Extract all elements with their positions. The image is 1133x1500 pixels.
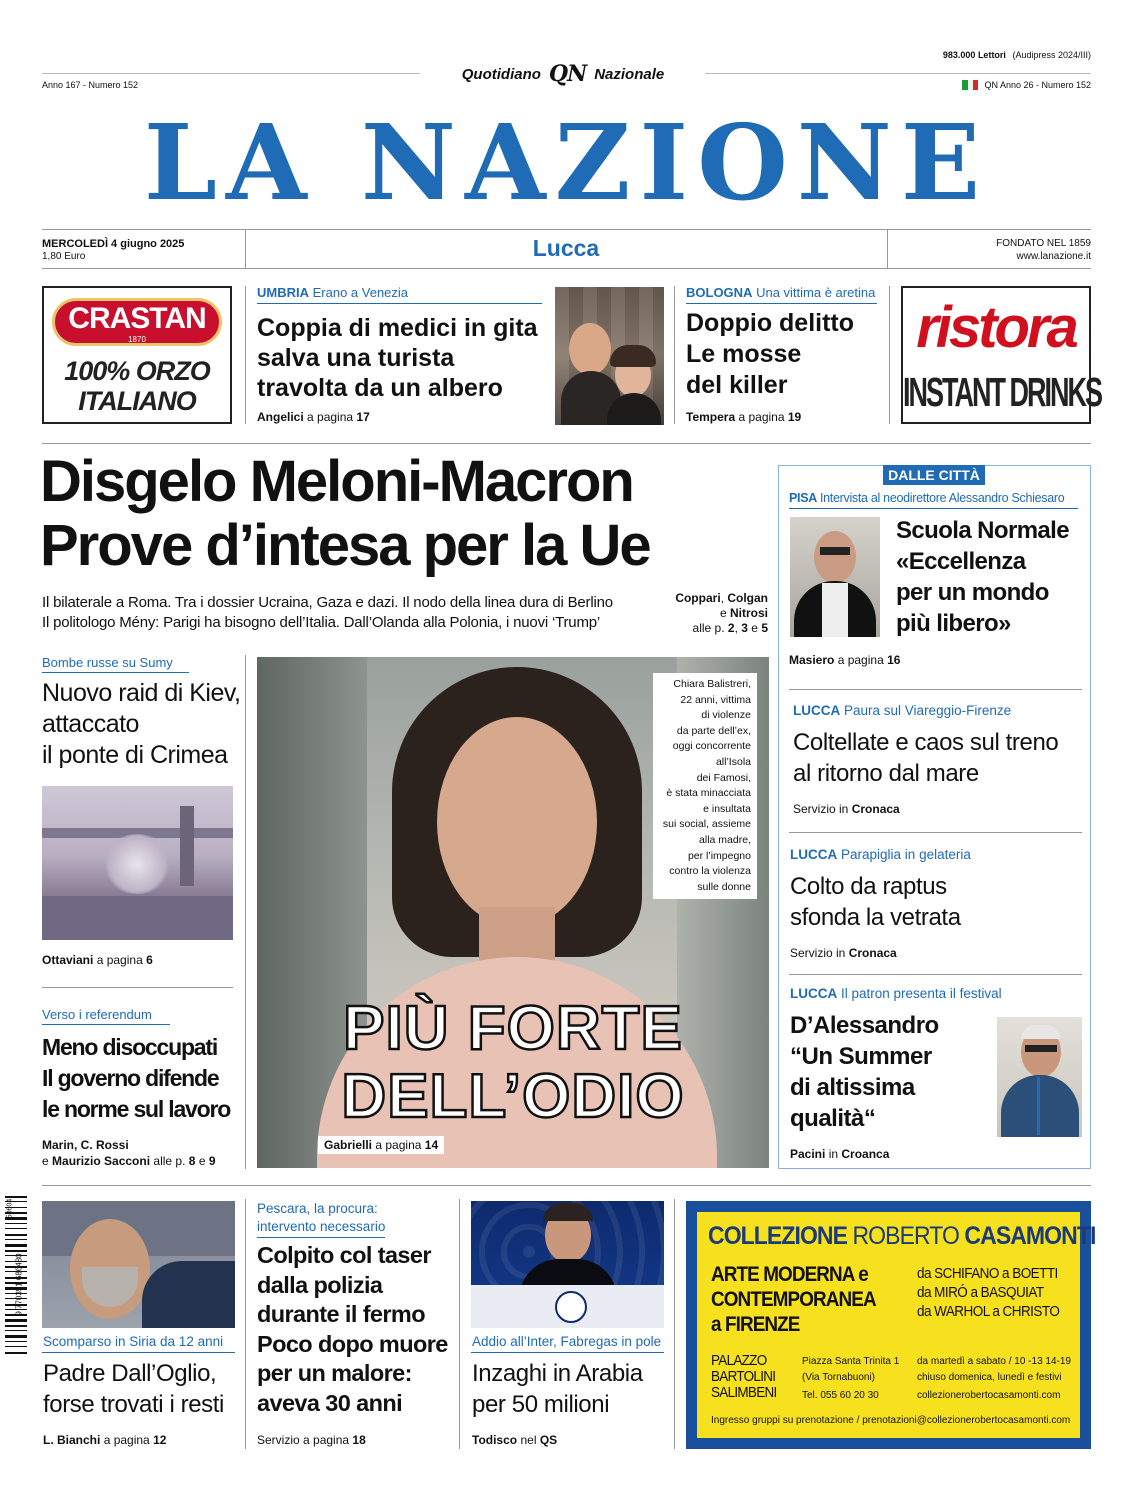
left-column-divider [245, 655, 246, 1169]
ristora-tagline: INSTANT DRINKS [903, 370, 1101, 415]
referendum-headline-line: le norme sul lavoro [42, 1096, 231, 1122]
lucca1-kicker[interactable]: LUCCA Paura sul Viareggio-Firenze [793, 703, 1012, 718]
lucca3-byline: Pacini in Croanca [790, 1147, 890, 1161]
readers-line [943, 50, 1091, 60]
dateline-rule-top [42, 229, 1091, 230]
umbria-page-text: a pagina [307, 410, 354, 424]
dalloglio-photo[interactable] [42, 1201, 235, 1328]
right-issue [962, 80, 1091, 90]
lucca2-kicker[interactable]: LUCCA Parapiglia in gelateria [790, 847, 971, 862]
umbria-byline [257, 410, 370, 424]
lucca2-headline[interactable]: Colto da raptus sfonda la vetrata [790, 873, 961, 931]
qn-logo: QN [548, 61, 587, 87]
crastan-logo [52, 298, 222, 346]
bottom-divider-2 [459, 1199, 460, 1449]
inter-byline: Todisco nel QS [472, 1433, 558, 1447]
sumy-page-number: 6 [146, 953, 153, 967]
umbria-headline-line: travolta da un albero [257, 374, 503, 402]
dateline-rule-bottom [42, 268, 1091, 269]
referendum-headline-line: Meno disoccupati [42, 1034, 218, 1060]
bologna-headline-line: Doppio delitto [686, 309, 855, 337]
bologna-headline-line: del killer [686, 371, 788, 399]
sumy-kicker-underline [42, 672, 189, 673]
casamonti-artists: da SCHIFANO a BOETTI da MIRÓ a BASQUIAT da WARHOL a CHRISTO [917, 1265, 1060, 1320]
lead-headline[interactable] [40, 450, 650, 578]
bologna-headline-line: Le mosse [686, 340, 802, 368]
bottom-divider-3 [674, 1199, 675, 1449]
lucca2-byline: Servizio in Cronaca [790, 946, 897, 960]
citta-rule-2 [789, 832, 1082, 833]
citta-rule-3 [789, 974, 1082, 975]
left-col-rule [42, 987, 233, 988]
left-issue: Anno 167 - Numero 152 [42, 80, 139, 90]
audipress-note: (Audipress 2024/III) [1012, 50, 1091, 60]
barcode-digits: 9 770391 686480 [14, 1253, 24, 1316]
edition-name[interactable]: Lucca [532, 235, 600, 261]
dalessandro-photo[interactable] [997, 1017, 1082, 1137]
casamonti-venue: PALAZZO BARTOLINI SALIMBENI [711, 1352, 777, 1401]
lead-deck-line1: Il bilaterale a Roma. Tra i dossier Ucraina, Gaza e dazi. Il nodo della linea dura di Berlino [42, 594, 613, 611]
readers-count: 983.000 Lettori [942, 50, 1006, 60]
lead-headline-line1: Disgelo Meloni-Macron [40, 449, 633, 514]
top-divider-2 [674, 286, 675, 424]
founded-year: FONDATO NEL 1859 [996, 238, 1091, 249]
dateline-divider-right [887, 229, 888, 268]
pisa-byline: Masiero a pagina 16 [789, 653, 901, 667]
center-page-number: 14 [424, 1138, 439, 1152]
lead-deck [42, 593, 662, 633]
couple-photo[interactable] [555, 287, 664, 425]
bologna-kicker[interactable] [686, 285, 875, 300]
section-rule-2 [42, 1185, 1091, 1186]
barcode-code: 50604 [6, 1198, 14, 1219]
bologna-author: Tempera [686, 410, 736, 424]
newspaper-title[interactable]: LA NAZIONE [143, 101, 990, 224]
bologna-page-number: 19 [787, 410, 802, 424]
lead-author: Coppari [675, 591, 721, 605]
inter-kicker-underline [471, 1352, 664, 1353]
top-divider-3 [889, 286, 890, 424]
section-rule-1 [42, 443, 1091, 444]
lucca1-headline[interactable]: Coltellate e caos sul treno al ritorno dal mare [793, 729, 1059, 787]
lucca1-byline: Servizio in Cronaca [793, 802, 900, 816]
casamonti-address: Piazza Santa Trinita 1 (Via Tornabuoni) Tel. 055 60 20 30 [802, 1356, 900, 1401]
crastan-brand: CRASTAN [68, 302, 206, 335]
sumy-kicker[interactable]: Bombe russe su Sumy [42, 655, 173, 670]
umbria-kicker-place: UMBRIA [257, 285, 309, 300]
italy-flag-icon [962, 80, 978, 90]
balistreri-caption: Chiara Balistreri, 22 anni, vittima di violenze da parte dell’ex, oggi concorrente all’Isola dei Famosi, è stata minacciata e insultata sui social, assieme alla madre, per l’impegno contro la violenza sulle donne [653, 673, 757, 899]
casamonti-ad[interactable] [686, 1201, 1096, 1449]
crastan-line1: 100% ORZO [64, 356, 210, 386]
ristora-ad[interactable] [901, 286, 1101, 424]
lead-author: Colgan [727, 591, 768, 605]
casamonti-title: COLLEZIONE ROBERTO CASAMONTI [708, 1222, 1096, 1250]
website-link[interactable]: www.lanazione.it [1016, 251, 1091, 262]
referendum-kicker-underline [42, 1024, 170, 1025]
umbria-author: Angelici [257, 410, 304, 424]
umbria-headline-line: salva una turista [257, 344, 455, 372]
lucca3-headline[interactable]: D’Alessandro “Un Summer di altissima qualità“ [790, 1012, 939, 1132]
referendum-headline-line: Il governo difende [42, 1065, 219, 1091]
taser-headline[interactable]: Colpito col taser dalla polizia durante il fermo Poco dopo muore per un malore: aveva 30 anni [257, 1242, 448, 1416]
lead-headline-line2: Prove d’intesa per la Ue [40, 513, 650, 578]
casamonti-art: ARTE MODERNA e CONTEMPORANEA a FIRENZE [711, 1263, 876, 1336]
bottom-divider-1 [245, 1199, 246, 1449]
lead-author: Nitrosi [729, 606, 768, 620]
inter-headline[interactable]: Inzaghi in Arabia per 50 milioni [472, 1360, 643, 1418]
crastan-ad[interactable] [42, 286, 232, 424]
lead-byline: Coppari, Colgan e Nitrosi alle p. 2, 3 e 5 [675, 591, 768, 635]
ristora-brand: ristora [916, 295, 1076, 360]
lead-deck-line2: Il politologo Mény: Parigi ha bisogno dell’Italia. Dall’Olanda alla Polonia, i nuovi ‘Trump’ [42, 614, 601, 631]
siria-headline[interactable]: Padre Dall’Oglio, forse trovati i resti [43, 1360, 224, 1418]
casamonti-footer: Ingresso gruppi su prenotazione / prenotazioni@collezionerobertocasamonti.com [711, 1415, 1071, 1426]
dalle-citta-label: DALLE CITTÀ [883, 465, 985, 485]
issue-price: 1,80 Euro [42, 251, 86, 262]
umbria-kicker-text: Erano a Venezia [312, 285, 409, 300]
schiesaro-photo[interactable] [790, 517, 880, 637]
referendum-kicker[interactable]: Verso i referendum [42, 1007, 152, 1022]
referendum-author: Maurizio Sacconi [52, 1154, 151, 1168]
umbria-headline-line: Coppia di medici in gita [257, 314, 538, 342]
center-headline-line2: DELL’ODIO [341, 1062, 685, 1131]
lucca3-kicker[interactable]: LUCCA Il patron presenta il festival [790, 986, 1002, 1001]
center-byline: Gabrielli a pagina 14 [318, 1136, 444, 1154]
pisa-headline[interactable]: Scuola Normale «Eccellenza per un mondo più libero» [896, 517, 1069, 637]
issue-date: MERCOLEDÌ 4 giugno 2025 [42, 238, 185, 250]
umbria-kicker[interactable] [257, 285, 408, 300]
pisa-kicker-underline [789, 508, 1078, 509]
siria-kicker[interactable]: Scomparso in Siria da 12 anni [43, 1334, 224, 1349]
center-headline[interactable] [257, 995, 769, 1131]
referendum-headline[interactable] [42, 1032, 230, 1125]
taser-byline: Servizio a pagina 18 [257, 1433, 366, 1447]
umbria-headline[interactable] [257, 313, 538, 403]
center-headline-line1: PIÙ FORTE [343, 994, 683, 1063]
casamonti-hours: da martedì a sabato / 10 -13 14-19 chiuso domenica, lunedì e festivi collezionerobertocasamonti.com [917, 1356, 1071, 1401]
bologna-headline[interactable] [686, 308, 854, 401]
sumy-headline[interactable] [42, 678, 240, 771]
masthead-rule-left [42, 73, 420, 74]
crastan-year: 1870 [128, 335, 146, 344]
siria-kicker-underline [42, 1352, 235, 1353]
bridge-explosion-photo[interactable] [42, 786, 233, 940]
bologna-page-text: a pagina [738, 410, 785, 424]
referendum-byline: Marin, C. Rossi e Maurizio Sacconi alle p. 8 e 9 [42, 1138, 216, 1168]
inter-kicker[interactable]: Addio all’Inter, Fabregas in pole [472, 1334, 662, 1349]
qn-left-label: Quotidiano [461, 65, 541, 83]
qn-right-label: Nazionale [594, 65, 665, 83]
qn-brand [432, 62, 694, 86]
sumy-headline-line: il ponte di Crimea [42, 741, 228, 769]
umbria-page-number: 17 [356, 410, 370, 424]
right-issue-text: QN Anno 26 - Numero 152 [984, 80, 1091, 90]
sumy-author: Ottaviani [42, 953, 94, 967]
bologna-kicker-text: Una vittima è aretina [756, 285, 876, 300]
citta-rule-1 [789, 689, 1082, 690]
masthead-rule-right [705, 73, 1091, 74]
bologna-kicker-place: BOLOGNA [686, 285, 753, 300]
sumy-headline-line: attaccato [42, 710, 139, 738]
referendum-author: Marin, C. Rossi [42, 1138, 129, 1152]
sumy-byline: Ottaviani a pagina 6 [42, 953, 153, 967]
umbria-kicker-underline [257, 303, 542, 304]
siria-byline: L. Bianchi a pagina 12 [43, 1433, 167, 1447]
taser-kicker[interactable]: Pescara, la procura: intervento necessario [257, 1200, 385, 1238]
sumy-headline-line: Nuovo raid di Kiev, [42, 679, 241, 707]
bologna-byline [686, 410, 801, 424]
inzaghi-photo[interactable] [471, 1201, 664, 1328]
crastan-line2: ITALIANO [78, 386, 196, 416]
center-author: Gabrielli [324, 1138, 373, 1152]
pisa-kicker[interactable]: PISA Intervista al neodirettore Alessandro Schiesaro [789, 491, 1065, 505]
top-divider-1 [245, 286, 246, 424]
bologna-kicker-underline [686, 303, 877, 304]
